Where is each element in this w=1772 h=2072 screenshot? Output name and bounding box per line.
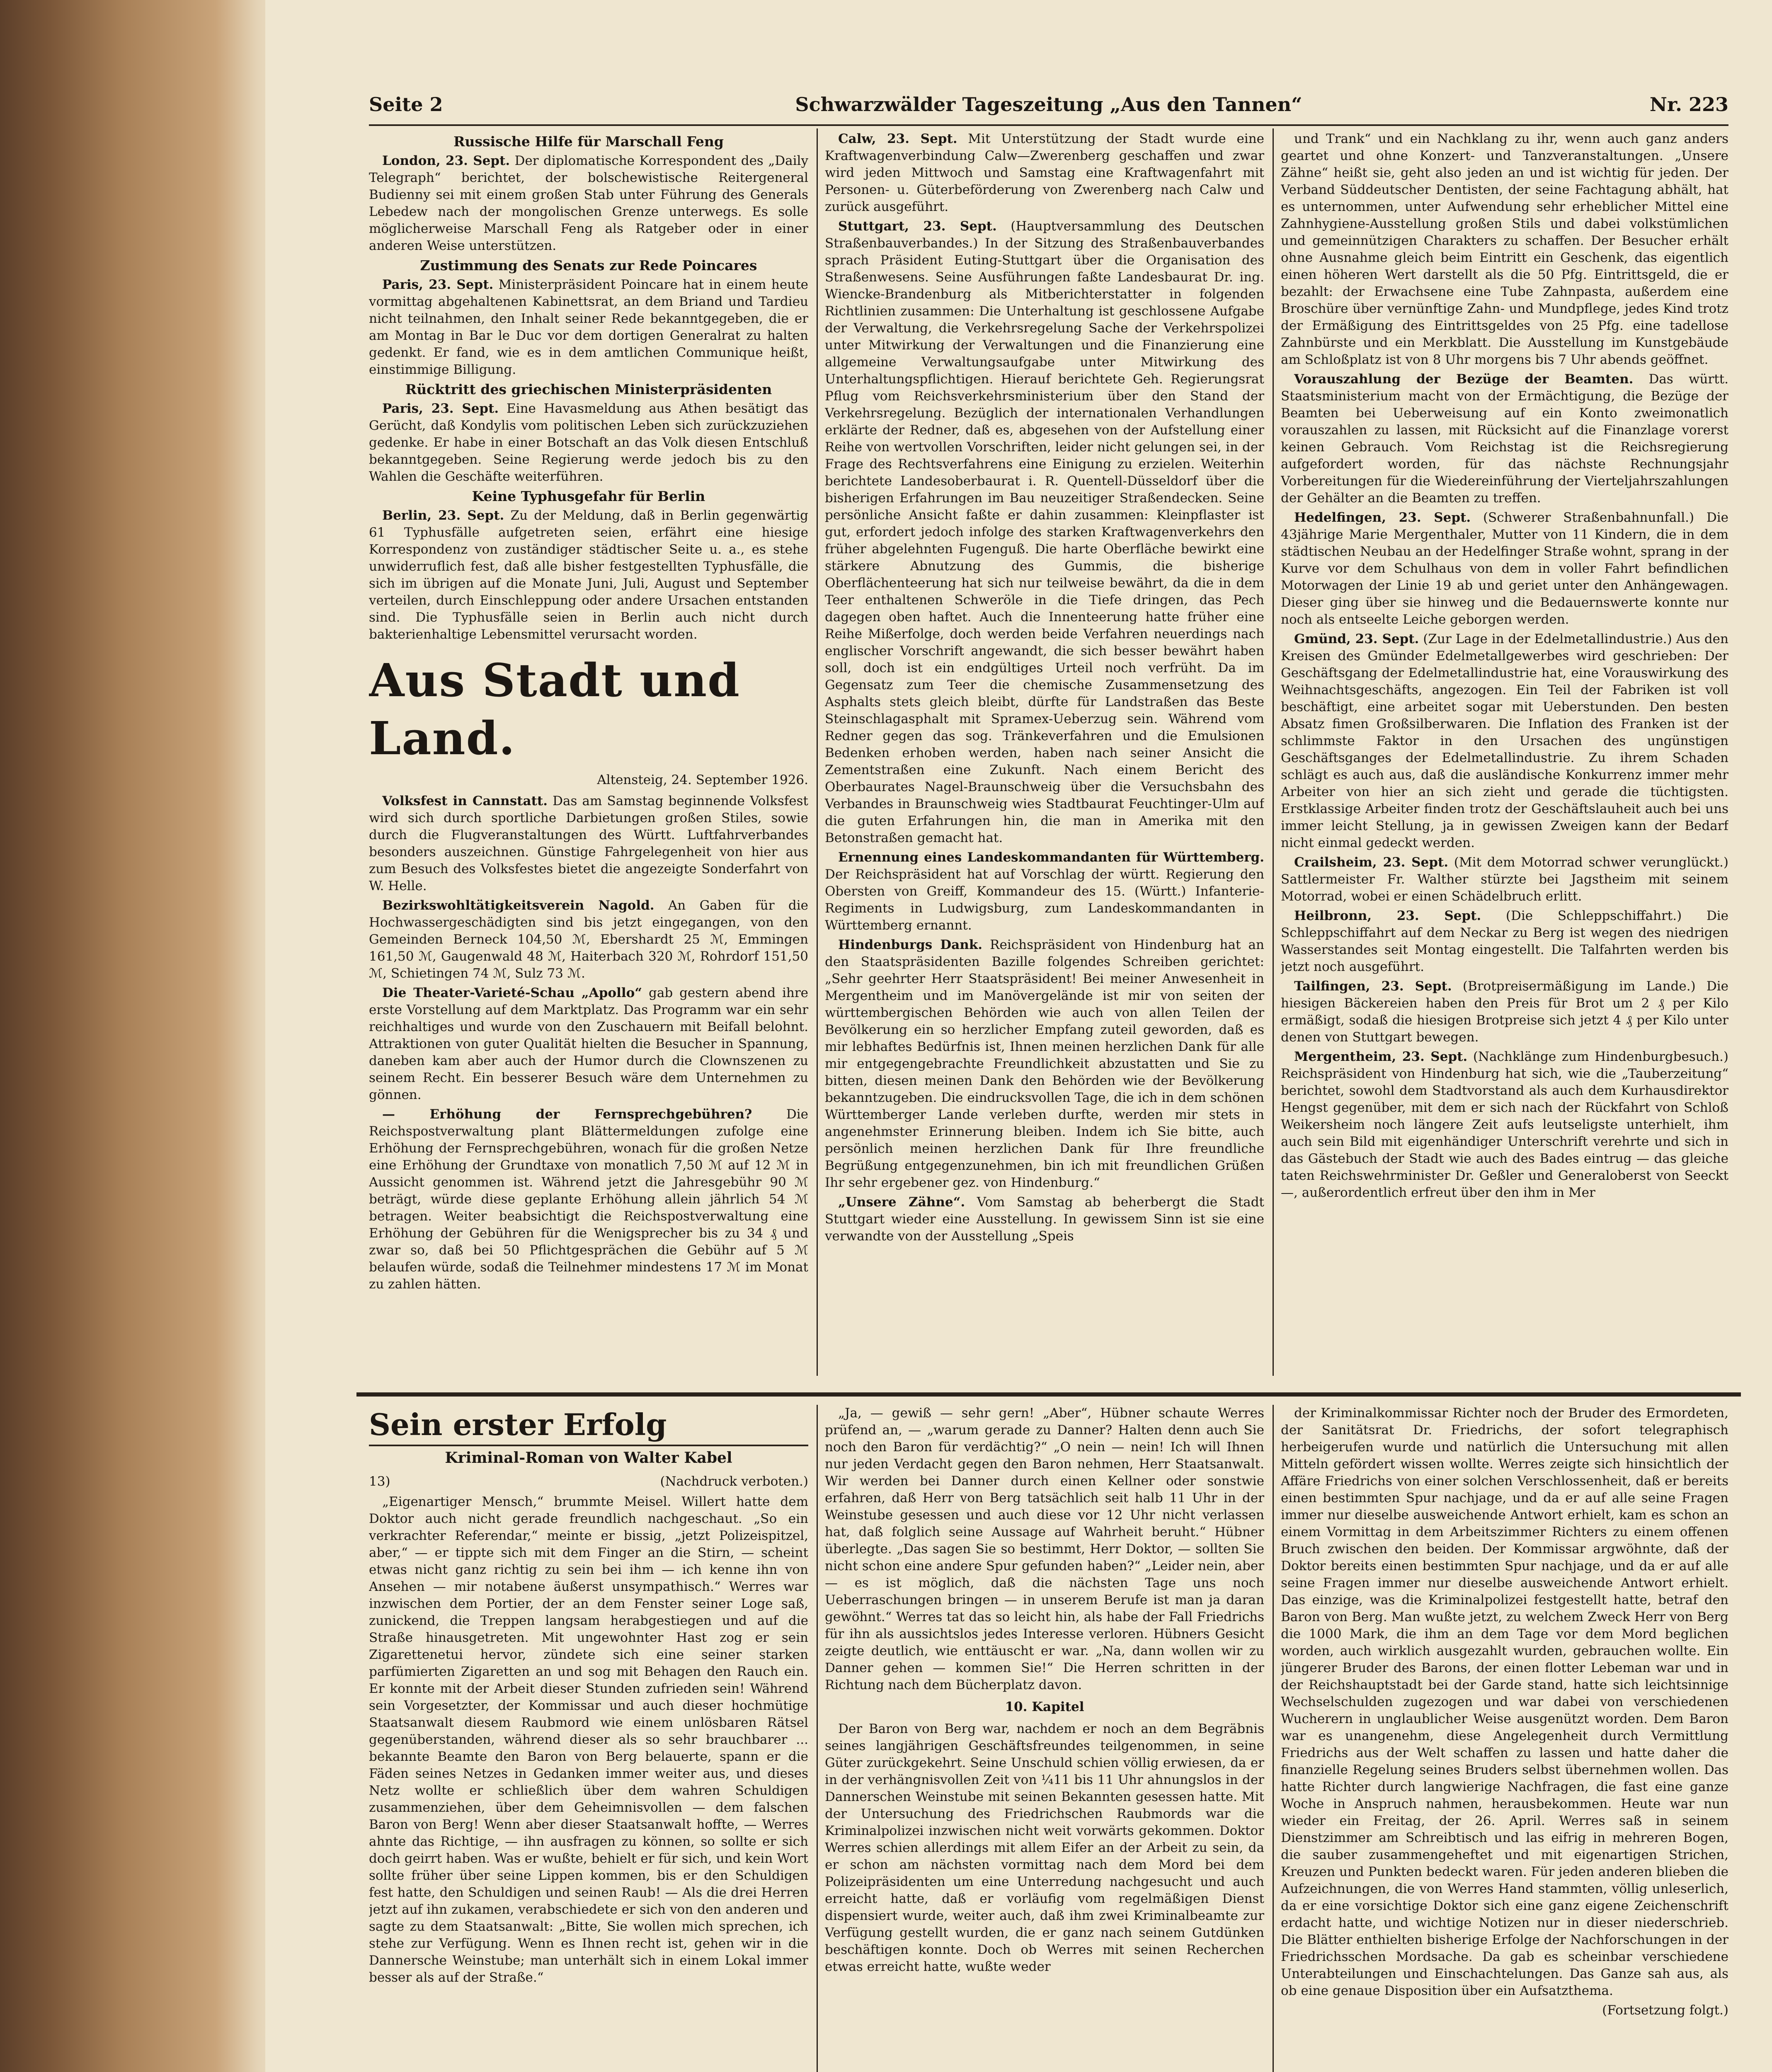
headline: Zustimmung des Senats zur Rede Poincares bbox=[420, 257, 757, 274]
article-body: Zu der Meldung, daß in Berlin gegenwärtig 61 Typhusfälle aufgetreten seien, erfährt eine hiesige Korrespondenz von zuständiger städtischer Seite u. a., es stehe unwiderruflich fest, daß alle bisher festgestellten Typhusfälle, die sich im übrigen auf die Monate Juni, Juli, August und September verteilen, durch Einschleppung oder andere Ursachen entstanden sind. Die Typhusfälle seien in Berlin auch nicht durch bakterienhaltige Lebensmittel verursacht worden. bbox=[369, 508, 808, 642]
article-place: Berlin, 23. Sept. bbox=[382, 508, 504, 523]
article bbox=[1281, 509, 1728, 628]
article-body: und Trank“ und ein Nachklang zu ihr, wenn auch ganz anders geartet und ohne Konzert- und Tanzveranstaltungen. „Unsere Zähne“ heißt sie, geht also jeden an und ist wichtig für jeden. Der Verband Süddeutscher Dentisten, der seine Fachtagung abhält, hat es unternommen, unter Aufwendung sehr erheblicher Mittel eine Zahnhygiene-Ausstellung großen Stils und dabei volkstümlichen und gemeinnützigen Charakters zu schaffen. Der Besucher erhält ohne Ausnahme gleich beim Eintritt ein Geschenk, das eigentlich einen höheren Wert darstellt als die 50 Pfg. Eintrittsgeld, die er bezahlt: der Erwachsene eine Tube Zahnpasta, außerdem eine Broschüre über vernünftige Zahn- und Mundpflege, jedes Kind trotz der Ermäßigung des Eintrittsgeldes von 25 Pfg. eine tadellose Zahnbürste und ein Merkblatt. Die Ausstellung im Kunstgebäude am Schloßplatz ist von 8 Uhr morgens bis 7 Uhr abends geöffnet. bbox=[1281, 131, 1728, 367]
novel-subtitle: Kriminal-Roman von Walter Kabel bbox=[445, 1449, 732, 1467]
article-body: (Die Schleppschiffahrt.) Die Schleppschiffahrt auf dem Neckar zu Berg ist wegen des niedrigen Wasserstandes seit Montag eingestellt. Die Talfahrten werden bis jetzt noch ausgeführt. bbox=[1281, 908, 1728, 974]
novel-title: Sein erster Erfolg bbox=[369, 1407, 667, 1442]
novel-column-2 bbox=[825, 1405, 1264, 2072]
article bbox=[369, 400, 808, 485]
article-place: Vorauszahlung der Bezüge der Beamten. bbox=[1294, 372, 1634, 387]
article-place: „Unsere Zähne“. bbox=[838, 1195, 965, 1210]
column-rule bbox=[817, 1405, 818, 2072]
column-2 bbox=[825, 131, 1264, 1378]
article-body: Ministerpräsident Poincare hat in einem heute vormittag abgehaltenen Kabinettsrat, an dem Briand und Tardieu nicht teilnahmen, den Inhalt seiner Rede bekanntgegeben, die er am Montag in Bar le Duc vor dem dortigen Generalrat zu halten gedenkt. Er fand, wie es in dem amtlichen Communique heißt, einstimmige Billigung. bbox=[369, 277, 808, 377]
article-place: Mergentheim, 23. Sept. bbox=[1294, 1049, 1468, 1064]
article-place: Volksfest in Cannstatt. bbox=[382, 794, 548, 808]
article bbox=[1281, 854, 1728, 905]
article-place: Tailfingen, 23. Sept. bbox=[1294, 979, 1452, 994]
article-body: (Nachklänge zum Hindenburgbesuch.) Reichspräsident von Hindenburg hat sich, wie die „Tauberzeitung“ berichtet, sowohl dem Stadtvorstand als auch dem Kurhausdirektor Hengst gegenüber, mit dem er sich nach der Rückfahrt von Schloß Weikersheim noch längere Zeit aufs leutseligste unterhielt, ihm auch sein Bild mit eigenhändiger Unterschrift verehrte und sich in das Gästebuch der Stadt wie auch des Bades eintrug — das gleiche taten Reichswehrminister Dr. Geßler und Generaloberst von Seeckt —, außerordentlich erfreut über den ihm in Mer bbox=[1281, 1049, 1728, 1200]
article bbox=[369, 152, 808, 254]
header-rule bbox=[369, 124, 1728, 126]
paper-title: Schwarzwälder Tageszeitung „Aus den Tannen“ bbox=[795, 93, 1302, 116]
dateline: Altensteig, 24. September 1926. bbox=[597, 772, 808, 787]
column-1 bbox=[369, 131, 808, 1378]
article-body: Reichspräsident von Hindenburg hat an den Staatspräsidenten Bazille folgendes Schreiben gerichtet: „Sehr geehrter Herr Staatspräsident! Bei meiner Anwesenheit in Mergentheim und im Manövergelände ist mir von seiten der württembergischen Behörden wie auch von allen Teilen der Bevölkerung ein so herzlicher Empfang zuteil geworden, daß es mir lebhaftes Bedürfnis ist, Ihnen meinen herzlichen Dank für alle mir entgegengebrachte Freundlichkeit abzustatten und Sie zu bitten, diesen meinen Dank den Behörden wie der Bevölkerung bekanntzugeben. Die eindrucksvollen Tage, die ich in dem schönen Württemberger Lande verleben durfte, werden mir stets in angenehmster Erinnerung bleiben. Indem ich Sie bitte, auch persönlich meinen herzlichen Dank für Ihre freundliche Begrüßung entgegenzunehmen, bin ich mit freundlichen Grüßen Ihr sehr ergebener gez. von Hindenburg.“ bbox=[825, 937, 1264, 1190]
article bbox=[1281, 131, 1728, 368]
article bbox=[369, 1106, 808, 1293]
novel-text: der Kriminalkommissar Richter noch der Bruder des Ermordeten, der Sanitätsrat Dr. Friedrichs, der sofort telegraphisch herbeigerufen wurde und natürlich die Untersuchung mit allen Mitteln gefördert wissen wollte. Werres zeigte sich hinsichtlich der Affäre Friedrichs von einer solchen Verschlossenheit, daß er bereits einen bestimmten Spur nachjage, und da er auf alle seine Fragen immer nur dieselbe ausweichende Antwort erhielt, kam es schon an einem Vormittag in dem Arbeitszimmer Richters zu einem offenen Bruch zwischen den beiden. Der Kommissar argwöhnte, daß der Doktor bereits einen bestimmten Spur nachjage, und da er auf alle seine Fragen immer nur dieselbe ausweichende Antwort erhielt. Das einzige, was die Kriminalpolizei festgestellt hatte, betraf den Baron von Berg. Man wußte jetzt, zu welchem Zweck Herr von Berg die 1000 Mark, die ihm an dem Tage vor dem Mord beglichen worden, auch wirklich ausgezahlt wurden, gebrauchen wollte. Ein jüngerer Bruder des Barons, der einen flotter Lebeman war und in der Reichshauptstadt bei der Garde stand, hatte sich leichtsinnige Wechselschulden zugezogen und war dabei von verschiedenen Wucherern in unglaublicher Weise ausgenützt worden. Dem Baron war es unangenehm, diese Angelegenheit durch Vermittlung Friedrichs aus der Welt schaffen zu lassen und hatte daher die finanzielle Regelung seines Bruders selbst übernehmen wollen. Das hatte Richter durch langwierige Nachfragen, die fast eine ganze Woche in Anspruch nahmen, herausbekommen. Heute war nun wieder ein Freitag, der 26. April. Werres saß in seinem Dienstzimmer am Schreibtisch und las eifrig in mehreren Bogen, die sauber zusammengeheftet und mit eigenartigen Strichen, Kreuzen und Punkten bedeckt waren. Für jeden anderen blieben die Aufzeichnungen, die von Werres Hand stammten, völlig unleserlich, da er eine vorsichtige Doktor sich eine ganz eigene Zeichenschrift erdacht hatte, und wichtige Notizen nur in dieser niederschrieb. Die Blätter enthielten bisherige Erfolge der Nachforschungen in der Friedrichsschen Mordsache. Da gab es scheinbar verschiedene Unterabteilungen und Einschachtelungen. Das Ganze sah aus, als ob eine genaue Disposition über ein Aufsatzthema. bbox=[1281, 1406, 1728, 1998]
article-body: Der Reichspräsident hat auf Vorschlag der württ. Regierung den Obersten von Greiff, Kommandeur des 15. (Württ.) Infanterie-Regiments in Ludwigsburg, zum Landeskommandanten in Württemberg ernannt. bbox=[825, 867, 1264, 933]
article bbox=[825, 937, 1264, 1191]
article bbox=[369, 793, 808, 895]
article-place: London, 23. Sept. bbox=[382, 153, 510, 168]
article-body: An Gaben für die Hochwassergeschädigten sind bis jetzt eingegangen, von den Gemeinden Berneck 104,50 ℳ, Ebershardt 25 ℳ, Emmingen 161,50 ℳ, Gaugenwald 48 ℳ, Haiterbach 320 ℳ, Rohrdorf 151,50 ℳ, Schietingen 74 ℳ, Sulz 73 ℳ. bbox=[369, 898, 808, 981]
novel-meta bbox=[369, 1473, 808, 1490]
article-place: Crailsheim, 23. Sept. bbox=[1294, 855, 1448, 870]
article-place: Paris, 23. Sept. bbox=[382, 277, 494, 292]
article-body: gab gestern abend ihre erste Vorstellung auf dem Marktplatz. Das Programm war ein sehr reichhaltiges und wurde von den Zuschauern mit Beifall belohnt. Attraktionen von guter Qualität hielten die Besucher in Spannung, daneben kam aber auch der Humor durch die Clownszenen zu seinem Recht. Ein besserer Besuch wäre dem Unternehmen zu gönnen. bbox=[369, 985, 808, 1102]
article-place: Paris, 23. Sept. bbox=[382, 401, 499, 416]
article-body: Eine Havasmeldung aus Athen besätigt das Gerücht, daß Kondylis vom politischen Leben sich zurückzuziehen gedenke. Er habe in einer Botschaft an das Volk diesen Entschluß bekanntgegeben. Seine Regierung werde jedoch bis zu den Wahlen die Geschäfte weiterführen. bbox=[369, 401, 808, 484]
article-place: Die Theater-Varieté-Schau „Apollo“ bbox=[382, 985, 642, 1000]
page-header bbox=[369, 85, 1728, 122]
column-rule bbox=[1273, 128, 1274, 1376]
article-body: (Mit dem Motorrad schwer verunglückt.) Sattlermeister Fr. Walther stürzte bei Jagstheim mit seinem Motorrad, wobei er einen Schädelbruch erlitt. bbox=[1281, 855, 1728, 904]
book-binding bbox=[0, 0, 290, 2072]
article-body: (Brotpreisermäßigung im Lande.) Die hiesigen Bäckereien haben den Preis für Brot um 2 ₰ per Kilo ermäßigt, sodaß die hiesigen Brotpreise sich jetzt 4 ₰ per Kilo unter denen von Stuttgart bewegen. bbox=[1281, 979, 1728, 1045]
article bbox=[1281, 371, 1728, 507]
article-place: Stuttgart, 23. Sept. bbox=[838, 219, 997, 234]
section-title: Aus Stadt und Land. bbox=[369, 654, 740, 765]
article-place: Bezirkswohltätigkeitsverein Nagold. bbox=[382, 898, 655, 913]
article-body: Mit Unterstützung der Stadt wurde eine Kraftwagenverbindung Calw—Zwerenberg geschaffen und zwar wird jeden Mittwoch und Samstag eine Kraftwagenfahrt mit Personen- u. Güterbeförderung von Zwerenberg nach Calw und zurück ausgeführt. bbox=[825, 131, 1264, 214]
installment-number: 13) bbox=[369, 1474, 390, 1489]
novel-text: „Ja, — gewiß — sehr gern! „Aber“, Hübner schaute Werres prüfend an, — „warum gerade zu Danner? Halten denn auch Sie noch den Baron für verdächtig?“ „O nein — nein! Ich will Ihnen nur jeden Verdacht gegen den Baron nehmen, Herr Staatsanwalt. Wir werden bei Danner durch einen Kellner oder sonstwie erfahren, daß Herr von Berg tatsächlich seit halb 11 Uhr in der Weinstube gesessen und auch diese vor 12 Uhr nicht verlassen hat, daß folglich seine Aussage auf Wahrheit beruht.“ Hübner überlegte. „Das sagen Sie so bestimmt, Herr Doktor, — sollten Sie nicht schon eine andere Spur gefunden haben?“ „Leider nein, aber — es ist möglich, daß die nächsten Tage uns noch Ueberraschungen bringen — in unserem Berufe ist man ja daran gewöhnt.“ Werres tat das so leicht hin, als habe der Fall Friedrichs für ihn als aussichtslos jedes Interesse verloren. Hübners Gesicht zeigte deutlich, wie enttäuscht er war. „Na, dann wollen wir zu Danner gehen — kommen Sie!“ Die Herren schritten in der Richtung nach dem Bücherplatz davon. bbox=[825, 1406, 1264, 1692]
column-3 bbox=[1281, 131, 1728, 1378]
article-place: Calw, 23. Sept. bbox=[838, 131, 958, 146]
page-label: Seite 2 bbox=[369, 93, 443, 116]
issue-number: Nr. 223 bbox=[1649, 93, 1728, 116]
headline: Rücktritt des griechischen Ministerpräsidenten bbox=[405, 381, 772, 397]
article-place: Ernennung eines Landeskommandanten für Württemberg. bbox=[838, 850, 1264, 865]
reprint-notice: (Nachdruck verboten.) bbox=[660, 1474, 808, 1489]
article bbox=[825, 1194, 1264, 1245]
continued-note: (Fortsetzung folgt.) bbox=[1602, 2003, 1728, 2018]
feuilleton-rule bbox=[356, 1392, 1741, 1397]
article-place: Hedelfingen, 23. Sept. bbox=[1294, 510, 1471, 525]
column-rule bbox=[817, 128, 818, 1376]
article-body: Der diplomatische Korrespondent des „Daily Telegraph“ berichtet, der bolschewistische Reitergeneral Budienny sei mit einem großen Stab unter Führung des Generals Lebedew nach der mongolischen Grenze unterwegs. Es solle möglicherweise Marschall Feng als Ratgeber oder in einer anderen Weise unterstützen. bbox=[369, 153, 808, 253]
article bbox=[1281, 631, 1728, 852]
article bbox=[825, 131, 1264, 215]
novel-text: „Eigenartiger Mensch,“ brummte Meisel. Willert hatte dem Doktor auch nicht gerade freundlich nachgeschaut. „So ein verkrachter Referendar,“ meinte er bissig, „jetzt Polizeispitzel, aber,“ — er tippte sich mit dem Finger an die Stirn, — scheint etwas nicht ganz richtig zu sein bei ihm — ich kenne ihn von Ansehen — mir notabene äußerst unsympathisch.“ Werres war inzwischen dem Portier, der an dem Fenster seiner Loge saß, zunickend, die Treppen langsam herabgestiegen und auf die Straße hinausgetreten. Mit ungewohnter Hast zog er sein Zigarettenetui hervor, zündete sich eine seiner starken parfümierten Zigaretten an und sog mit Behagen den Rauch ein. Er konnte mit der Arbeit dieser Stunden zufrieden sein! Während sein Vorgesetzter, der Kommissar und auch dieser hochmütige Staatsanwalt diesem Raubmord wie einem unlösbaren Rätsel gegenüberstanden, während dieser als so sehr brauchbarer ... bekannte Beamte den Baron von Berg belauerte, spann er die Fäden seines Netzes in Gedanken immer weiter aus, und dieses Netz wollte er schließlich über dem wahren Schuldigen zusammenziehen, über dem Geheimnisvollen — dem falschen Baron von Berg! Wenn aber dieser Staatsanwalt hoffte, — Werres ahnte das Richtige, — ihn ausfragen zu können, so sollte er sich doch geirrt haben. Was er wußte, behielt er für sich, und kein Wort sollte früher über seine Lippen kommen, bis er den Schuldigen fest hatte, den Schuldigen und seinen Raub! — Als die drei Herren jetzt auf ihn zukamen, verabschiedete er sich von den anderen und sagte zu dem Staatsanwalt: „Bitte, Sie wollen mich sprechen, ich stehe zur Verfügung. Wenn es Ihnen recht ist, gehen wir in die Dannersche Weinstube; man unterhält sich in einem Lokal immer besser als auf der Straße.“ bbox=[369, 1494, 808, 1985]
article-body: (Schwerer Straßenbahnunfall.) Die 43jährige Marie Mergenthaler, Mutter von 11 Kindern, die in dem städtischen Neubau an der Hedelfinger Straße wohnt, sprang in der Kurve vor dem Schulhaus von dem in voller Fahrt befindlichen Motorwagen der Linie 19 ab und geriet unter den Anhängewagen. Dieser ging über sie hinweg und die Bedauernswerte konnte nur noch als entseelte Leiche geborgen werden. bbox=[1281, 510, 1728, 627]
article-place: — Erhöhung der Fernsprechgebühren? bbox=[382, 1107, 752, 1122]
novel-text: Der Baron von Berg war, nachdem er noch an dem Begräbnis seines langjährigen Geschäftsfreundes teilgenommen, in seine Güter zurückgekehrt. Seine Unschuld schien völlig erwiesen, da er in der verhängnisvollen Zeit von ¼11 bis 11 Uhr ahnungslos in der Dannerschen Weinstube mit seinen Bekannten gesessen hatte. Mit der Untersuchung des Friedrichschen Raubmords war die Kriminalpolizei inzwischen nicht weit vorwärts gekommen. Doktor Werres schien allerdings mit allem Eifer an der Arbeit zu sein, da er schon am nächsten vormittag nach dem Mord bei dem Polizeipräsidenten um eine Unterredung nachgesucht und auch erreicht hatte, daß er vorläufig vom regelmäßigen Dienst dispensiert wurde, weiter auch, daß ihm zwei Kriminalbeamte zur Verfügung gestellt wurden, die er ganz nach seinem Gutdünken beschäftigen konnte. Doch ob Werres mit seinen Recherchen etwas erreicht hatte, wußte weder bbox=[825, 1721, 1264, 1974]
article-body: Die Reichspostverwaltung plant Blättermeldungen zufolge eine Erhöhung der Fernsprechgebühren, wonach für die großen Netze eine Erhöhung der Grundtaxe von monatlich 7,50 ℳ auf 12 ℳ in Aussicht genommen ist. Während jetzt die Jahresgebühr 90 ℳ beträgt, würde diese geplante Erhöhung allein jährlich 54 ℳ betragen. Weiter beabsichtigt die Reichspostverwaltung eine Erhöhung der Gebühren für die Wenigsprecher bis zu 34 ₰ und zwar so, daß bei 50 Pflichtgesprächen die Gebühr auf 5 ℳ belaufen würde, sodaß die Teilnehmer mindestens 17 ℳ im Monat zu zahlen hätten. bbox=[369, 1107, 808, 1292]
headline: Keine Typhusgefahr für Berlin bbox=[472, 488, 705, 504]
novel-column-3 bbox=[1281, 1405, 1728, 2072]
article-place: Hindenburgs Dank. bbox=[838, 937, 983, 952]
article bbox=[1281, 1048, 1728, 1201]
article bbox=[369, 985, 808, 1104]
article bbox=[369, 276, 808, 378]
article-place: Heilbronn, 23. Sept. bbox=[1294, 908, 1481, 923]
article bbox=[1281, 908, 1728, 975]
headline: Russische Hilfe für Marschall Feng bbox=[453, 133, 724, 150]
article bbox=[369, 897, 808, 982]
article-body: (Hauptversammlung des Deutschen Straßenbauverbandes.) In der Sitzung des Straßenbauverbandes sprach Präsident Euting-Stuttgart über die Organisation des Straßenwesens. Seine Ausführungen faßte Landesbaurat Dr. ing. Wiencke-Brandenburg als Mitberichterstatter in folgenden Richtlinien zusammen: Die Unterhaltung ist geschlossene Aufgabe der Verwaltung, die Verkehrsregelung Sache der Verkehrspolizei unter Mitwirkung der Verwaltungen und die Finanzierung eine allgemeine Verwaltungsaufgabe unter Mitwirkung des Unterhaltungspflichtigen. Hierauf berichtete Geh. Regierungsrat Pflug vom Reichsverkehrsministerium über den Stand der Verkehrsregelung. Bezüglich der internationalen Verhandlungen erklärte der Redner, daß es, abgesehen von der Aufstellung einer Reihe von wertvollen Vorschriften, leider nicht gelungen sei, in der Frage des Rechtsverfahrens eine Einigung zu erzielen. Weiterhin berichtete Landesoberbaurat i. R. Quentell-Düsseldorf über die bisherigen Erfahrungen im Bau neuzeitiger Straßendecken. Seine persönliche Ansicht faßte er dahin zusammen: Kleinpflaster ist gut, erfordert jedoch infolge des starken Kraftwagenverkehrs den früher abgelehnten Fugenguß. Die harte Oberfläche bewirkt eine stärkere Abnutzung des Gummis, die bisherige Oberflächenteerung hat sich nur teilweise bewährt, da die in dem Teer enthaltenen Schweröle in die Tiefe dringen, das Pech dagegen oben haftet. Auch die Innenteerung hatte früher eine Reihe Mißerfolge, doch werden beide Verfahren neuerdings nach englischer Vorschrift angewandt, die sich besser bewährt haben soll, doch ist ein endgültiges Urteil noch verfrüht. Da im Gegensatz zum Teer die chemische Zusammensetzung des Asphalts stets gleich bleibt, dürfte für Landstraßen das Beste Steinschlagasphalt mit Spramex-Ueberzug sein. Während vom Redner gegen das sog. Tränkeverfahren und die Emulsionen Bedenken erhoben werden, haben nach seiner Ansicht die Zementstraßen eine Zukunft. Nach einem Bericht des Oberbaurates Nagel-Braunschweig über die Versuchsbahn des Verbandes in Braunschweig wies Stadtbaurat Feuchtinger-Ulm auf die guten Erfahrungen hin, die man in Amerika mit den Betonstraßen gemacht hat. bbox=[825, 219, 1264, 845]
article-body: Das württ. Staatsministerium macht von der Ermächtigung, die Bezüge der Beamten bei Ueberweisung auf ein Konto zweimonatlich vorauszahlen zu lassen, mit Rücksicht auf die Finanzlage vorerst keinen Gebrauch. Vom Reichstag ist die Reichsregierung aufgefordert worden, für das nächste Rechnungsjahr Vorbereitungen für die Wiedereinführung der Vierteljahrszahlungen der Gehälter an die Beamten zu treffen. bbox=[1281, 372, 1728, 506]
article-body: Vom Samstag ab beherbergt die Stadt Stuttgart wieder eine Ausstellung. In gewissem Sinn ist sie eine verwandte von der Ausstellung „Speis bbox=[825, 1195, 1264, 1244]
article bbox=[825, 849, 1264, 934]
article-place: Gmünd, 23. Sept. bbox=[1294, 632, 1419, 646]
article bbox=[1281, 978, 1728, 1046]
article-body: Das am Samstag beginnende Volksfest wird sich durch sportliche Darbietungen großen Stiles, sowie durch die Flugveranstaltungen des Württ. Luftfahrverbandes besonders auszeichnen. Günstige Fahrgelegenheit von hier aus zum Besuch des Volksfestes bietet die angezeigte Sonderfahrt von W. Helle. bbox=[369, 794, 808, 893]
chapter-heading: 10. Kapitel bbox=[1005, 1699, 1084, 1714]
column-rule bbox=[1273, 1405, 1274, 2072]
article-body: (Zur Lage in der Edelmetallindustrie.) Aus den Kreisen des Gmünder Edelmetallgewerbes wird geschrieben: Der Geschäftsgang der Edelmetallindustrie hat, eine Vorauswirkung des Weihnachtsgeschäfts, angezogen. Ein Teil der Fabriken ist voll beschäftigt, eine arbeitet sogar mit Ueberstunden. Den besten Absatz fimen Großsilberwaren. Die Inflation des Franken ist der schlimmste Faktor in den Ursachen des ungünstigen Geschäftsganges der Edelmetallindustrie. Zu ihrem Schaden schlägt es auch aus, daß die ausländische Konkurrenz immer mehr Arbeiter von hier an sich zieht und gerade die tüchtigsten. Erstklassige Arbeiter finden trotz der Geschäftslauheit auch bei uns immer leicht Stellung, ja in gewissen Zweigen kann der Bedarf nicht einmal gedeckt werden. bbox=[1281, 632, 1728, 850]
novel-column-1 bbox=[369, 1405, 808, 2072]
article bbox=[825, 218, 1264, 847]
article bbox=[369, 507, 808, 643]
title-rule bbox=[369, 1445, 808, 1446]
newspaper-page bbox=[265, 0, 1772, 2072]
